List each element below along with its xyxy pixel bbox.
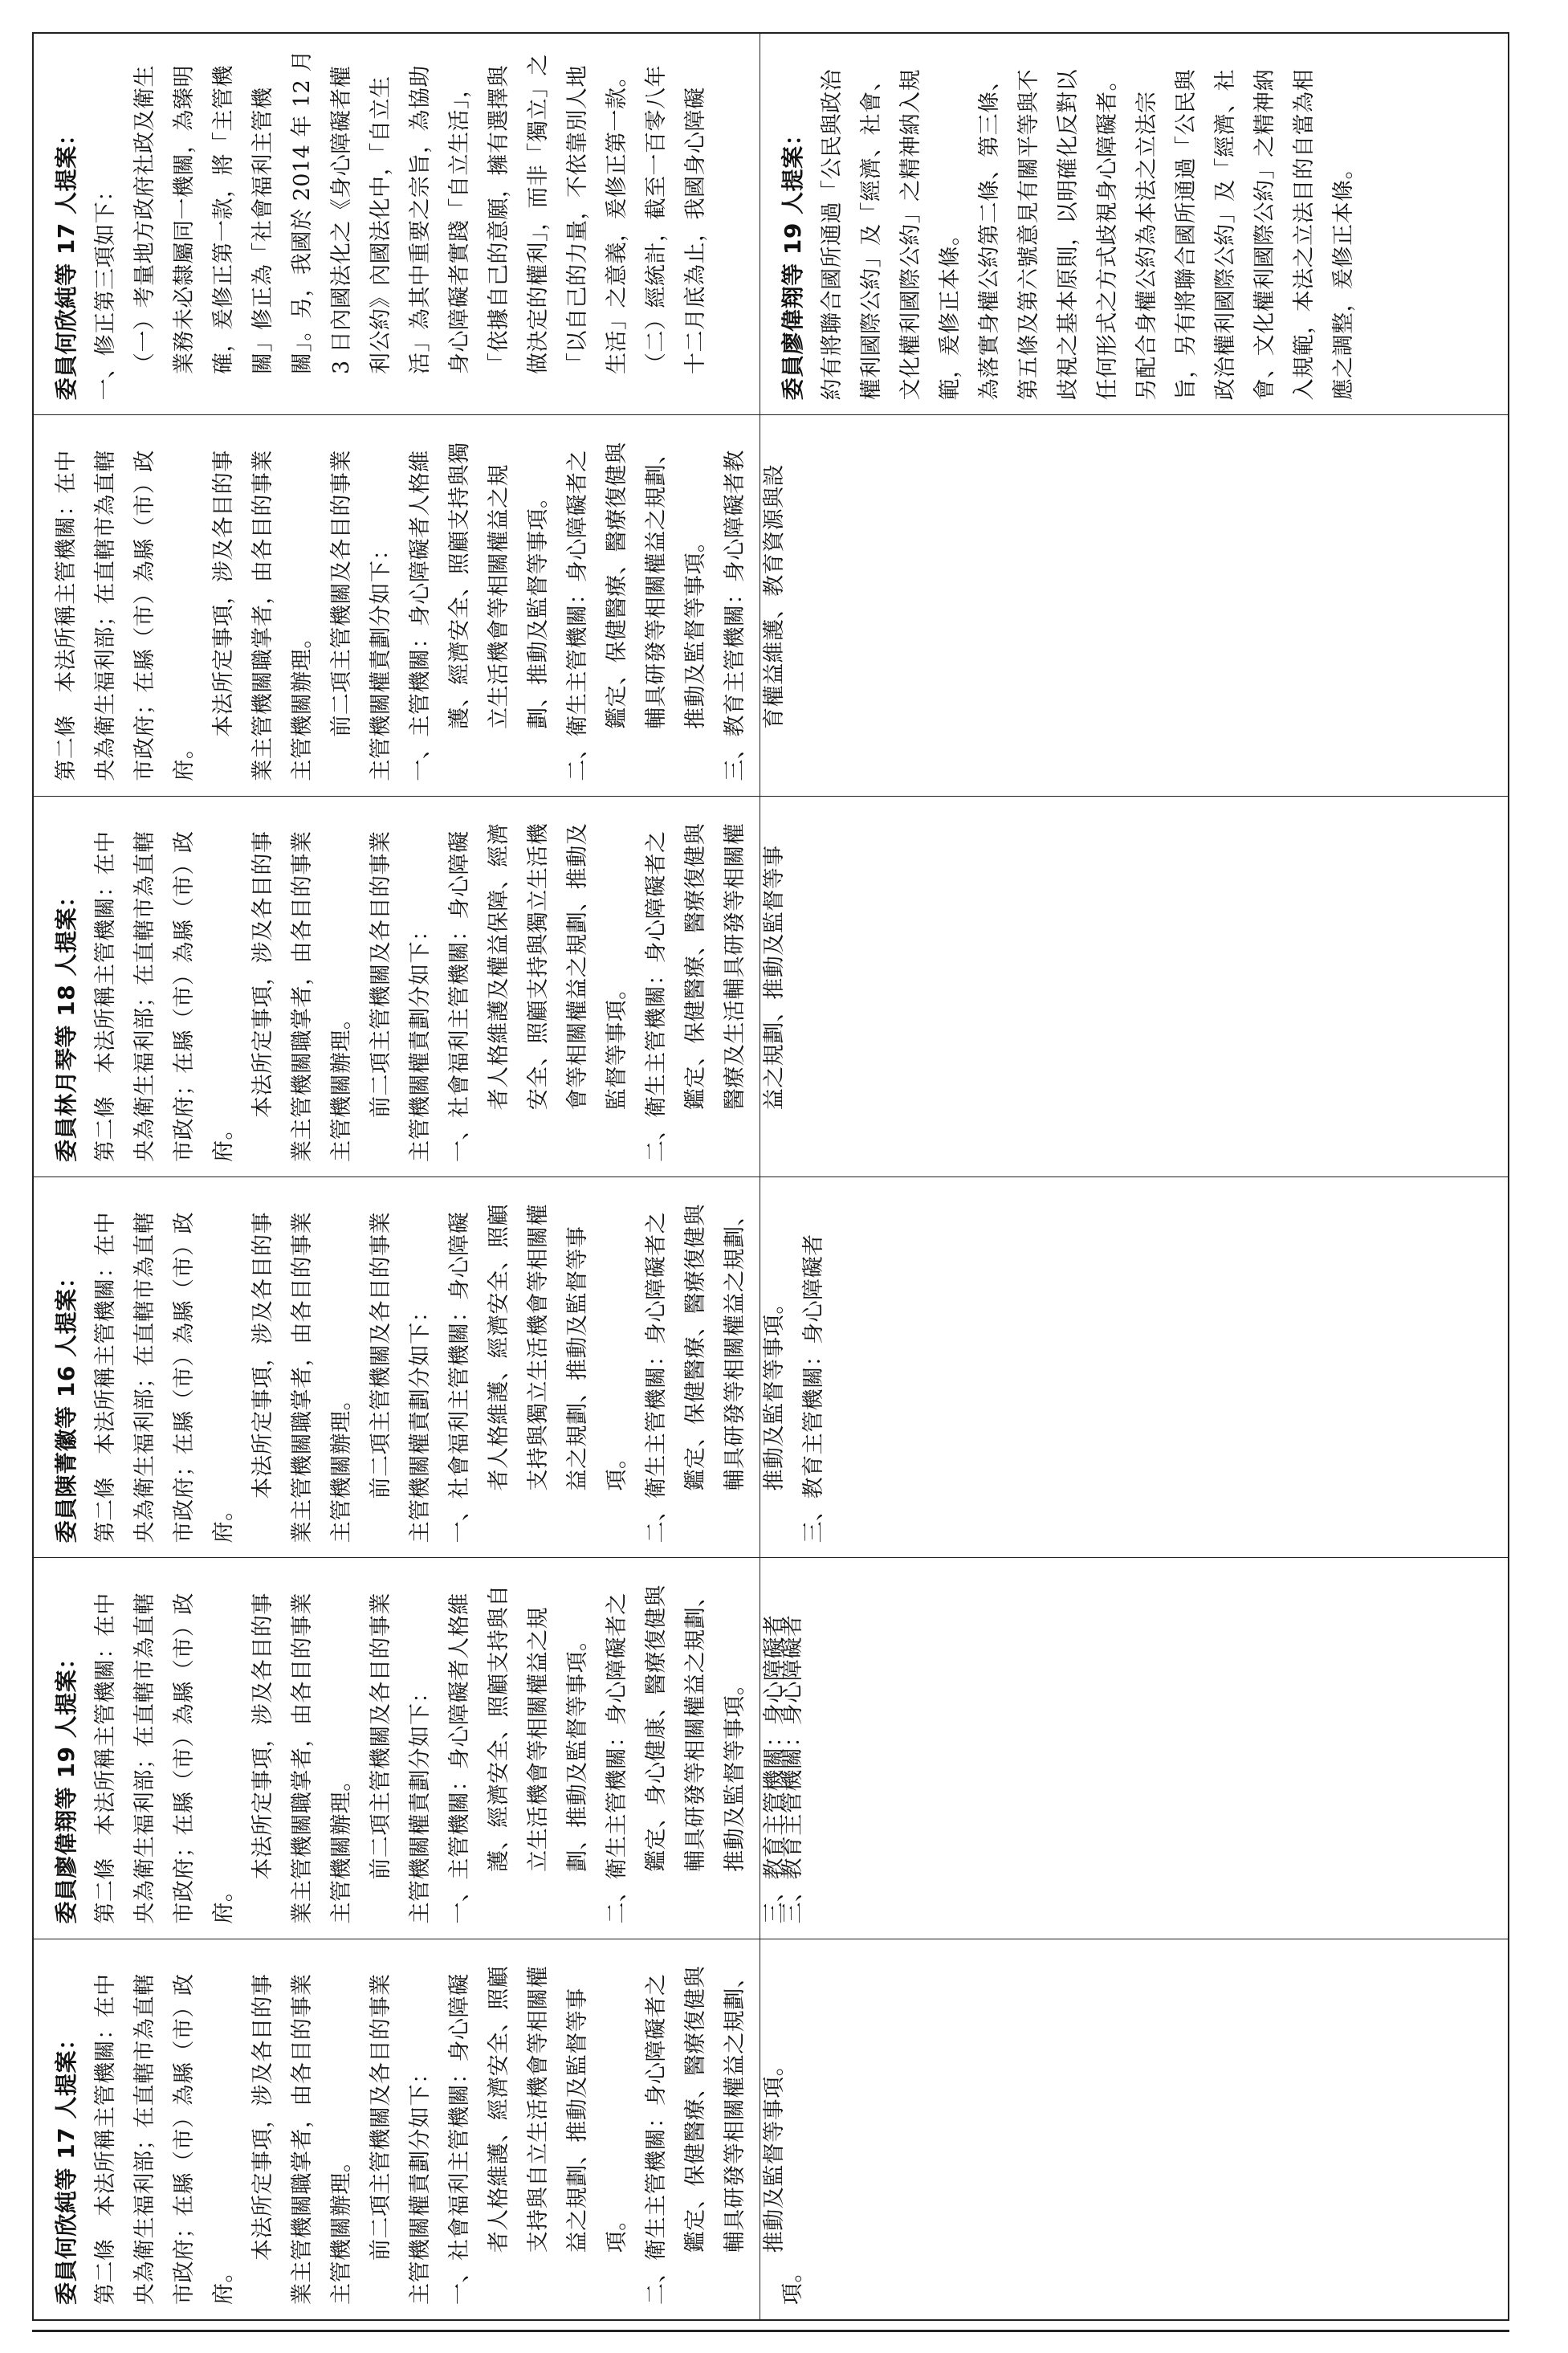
proposal-heading: 委員何欣純等 17 人提案： <box>53 122 79 401</box>
cell-paragraph: 本法所定事項，涉及各目的事業主管機關職掌者，由各目的事業主管機關辦理。 <box>250 1973 354 2305</box>
cell-paragraph: 前二項主管機關及各目的事業主管機關權責劃分如下： <box>369 1973 433 2305</box>
table-cell <box>34 34 846 414</box>
cell-paragraph: 為落實身權公約第二條、第三條、第五條及第六號意見有關平等與不歧視之基本原則，以明確化反對以任何形式之方式歧視身心障礙者。另配合身權公約為本法之立法宗旨，另有將聯合國所通過「公民與政治權利國際公約」及「經濟、社會、文化權利國際公約」之精神納入規範，本法之立法目的自當為相應之調整，爰修正本條。 <box>977 68 1356 401</box>
table-cell <box>760 796 1508 1176</box>
cell-paragraph: 二、衛生主管機關：身心障礙者之鑑定、保健醫療、醫療復健與醫療及生活輔具研發等相關權益之規劃、推動及監督等事 <box>644 822 787 1162</box>
table-cell <box>34 1557 846 1938</box>
table-cell <box>760 34 1508 414</box>
cell-paragraph: 約有將聯合國所通過「公民與政治權利國際公約」及「經濟、社會、文化權利國際公約」之精神納入規範，爰修正本條。 <box>820 68 963 401</box>
cell-paragraph: 三、教育主管機關：身心障礙者 <box>762 1614 787 1924</box>
cell-paragraph: 一、主管機關：身心障礙者人格維護、經濟安全、照顧支持與獨立生活機會等相關權益之規劃、推動及監督等事項。 <box>408 442 551 781</box>
proposal-heading: 委員何欣純等 17 人提案： <box>53 2027 79 2305</box>
cell-paragraph: 一、社會福利主管機關：身心障礙者人格維護、經濟安全、照顧支持與自立生活機會等相關權益之規劃、推動及監督等事項。 <box>447 1965 629 2305</box>
table-cell <box>34 414 846 795</box>
cell-paragraph: 前二項主管機關及各目的事業主管機關權責劃分如下： <box>329 450 393 781</box>
cell-paragraph: 第二條 本法所稱主管機關：在中央為衛生福利部；在直轄市為直轄市政府；在縣（市）為縣（市）政府。 <box>93 830 236 1162</box>
table-cell <box>760 414 1508 795</box>
proposal-heading: 委員陳菁徽等 16 人提案： <box>53 1265 79 1544</box>
cell-paragraph: 項。 <box>780 2261 805 2305</box>
table-cell <box>760 1939 1508 2319</box>
cell-paragraph: 本法所定事項，涉及各目的事業主管機關職掌者，由各目的事業主管機關辦理。 <box>250 830 354 1162</box>
cell-paragraph: 一、主管機關：身心障礙者人格維護、經濟安全、照顧支持與自立生活機會等相關權益之規劃、推動及監督等事項。 <box>447 1584 590 1924</box>
table-row-bottom <box>760 34 1508 2319</box>
table-cell <box>760 1176 1508 1557</box>
table-cell <box>34 1939 846 2319</box>
cell-paragraph: 二、衛生主管機關：身心障礙者之鑑定、保健醫療、醫療復健與輔具研發等相關權益之規劃、推動及監督等事項。 <box>644 1965 787 2305</box>
cell-paragraph: 本法所定事項，涉及各目的事業主管機關職掌者，由各目的事業主管機關辦理。 <box>250 1592 354 1924</box>
cell-paragraph: 第二條 本法所稱主管機關：在中央為衛生福利部；在直轄市為直轄市政府；在縣（市）為縣（市）政府。 <box>54 450 197 781</box>
cell-paragraph: 前二項主管機關及各目的事業主管機關權責劃分如下： <box>369 1211 433 1544</box>
table-cell <box>760 1557 1508 1938</box>
cell-paragraph: 三、教育主管機關：身心障礙者 <box>780 1614 805 1924</box>
proposal-heading: 委員林月琴等 18 人提案： <box>53 884 79 1162</box>
table-row-top <box>34 34 826 2319</box>
cell-paragraph: 一、修正第三項如下： <box>93 179 118 401</box>
cell-paragraph: 一、社會福利主管機關：身心障礙者人格維護、經濟安全、照顧支持與獨立生活機會等相關權益之規劃、推動及監督等事項。 <box>447 1204 629 1544</box>
cell-paragraph: 本法所定事項，涉及各目的事業主管機關職掌者，由各目的事業主管機關辦理。 <box>211 450 315 781</box>
cell-paragraph: 第二條 本法所稱主管機關：在中央為衛生福利部；在直轄市為直轄市政府；在縣（市）為縣（市）政府。 <box>93 1973 236 2305</box>
cell-paragraph: （二）經統計，截至一百零八年十二月底為止，我國身心障礙 <box>644 64 708 374</box>
cell-paragraph: 二、衛生主管機關：身心障礙者之鑑定、身心健康、醫療復健與輔具研發等相關權益之規劃、推動及監督等事項。 <box>605 1584 747 1924</box>
proposal-heading: 委員廖偉翔等 19 人提案： <box>53 1646 79 1924</box>
cell-paragraph: 前二項主管機關及各目的事業主管機關權責劃分如下： <box>369 830 433 1162</box>
cell-paragraph: 第二條 本法所稱主管機關：在中央為衛生福利部；在直轄市為直轄市政府；在縣（市）為縣（市）政府。 <box>93 1592 236 1924</box>
cell-paragraph: 本法所定事項，涉及各目的事業主管機關職掌者，由各目的事業主管機關辦理。 <box>250 1211 354 1544</box>
table-cell <box>34 796 846 1176</box>
cell-paragraph: 二、衛生主管機關：身心障礙者之鑑定、保健醫療、醫療復健與輔具研發等相關權益之規劃、推動及監督等事項。 <box>644 1204 787 1544</box>
cell-paragraph: 三、教育主管機關：身心障礙者 <box>801 1234 826 1544</box>
table-grid <box>34 34 1508 2319</box>
cell-paragraph: 第二條 本法所稱主管機關：在中央為衛生福利部；在直轄市為直轄市政府；在縣（市）為縣（市）政府。 <box>93 1211 236 1544</box>
table-cell <box>34 1176 846 1557</box>
margin-rule <box>32 2330 1509 2332</box>
comparison-table <box>32 32 1509 2321</box>
cell-paragraph: 二、衛生主管機關：身心障礙者之鑑定、保健醫療、醫療復健與輔具研發等相關權益之規劃、推動及監督等事項。 <box>565 442 708 781</box>
cell-paragraph: 三、教育主管機關：身心障礙者教育權益維護、教育資源與設 <box>723 450 787 781</box>
proposal-heading: 委員廖偉翔等 19 人提案： <box>780 122 806 401</box>
cell-paragraph: （一）考量地方政府社政及衛生業務未必隸屬同一機關，為臻明確，爰修正第一款，將「主管機關」修正為「社會福利主管機關」。另，我國於 2014 年 12 月 3 日內國法化之《身心障礙者權利公約》內國法化中，「自立生活」為其中重要之宗旨，為協助身心障礙者實踐「自立生活」，「依據自己的意願，擁有選擇與做決定的權利」，而非「獨立」之「以自己的力量，不依靠別人地生活」之意義，爰修正第一款。 <box>132 42 629 374</box>
cell-paragraph: 前二項主管機關及各目的事業主管機關權責劃分如下： <box>369 1592 433 1924</box>
cell-paragraph: 一、社會福利主管機關：身心障礙者人格維護及權益保障、經濟安全、照顧支持與獨立生活機會等相關權益之規劃、推動及監督等事項。 <box>447 822 629 1162</box>
